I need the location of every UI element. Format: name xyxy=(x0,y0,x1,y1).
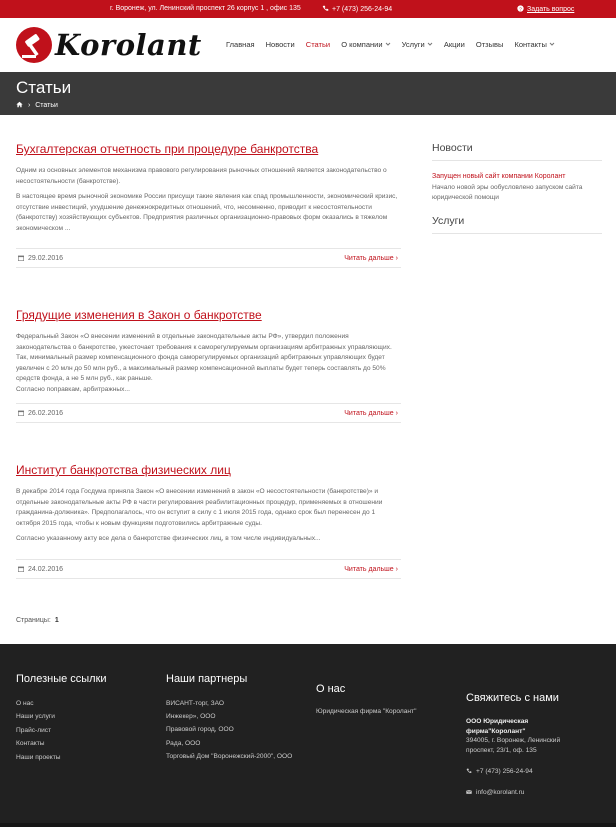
sidebar xyxy=(432,142,602,234)
top-phone xyxy=(322,5,392,13)
chevron-down-icon xyxy=(427,41,433,47)
footer-phone xyxy=(466,768,533,775)
partner-item: Правовой город, ООО xyxy=(166,726,234,734)
article-date xyxy=(18,255,63,262)
gavel-icon xyxy=(16,27,52,63)
footer-link[interactable]: Прайс-лист xyxy=(16,726,52,734)
nav-item-contacts[interactable] xyxy=(514,40,554,49)
nav-item-promotions[interactable]: Акции xyxy=(443,40,465,49)
ask-question-label: Задать вопрос xyxy=(527,6,575,13)
footer-about-text: Юридическая фирма "Королант" xyxy=(316,708,417,715)
footer-email[interactable] xyxy=(466,789,524,796)
article-title[interactable]: Бухгалтерская отчетность при процедуре банкротства xyxy=(16,142,319,156)
article-date-label: 29.02.2016 xyxy=(28,255,64,262)
article-meta xyxy=(16,403,401,423)
article-date-label: 24.02.2016 xyxy=(28,566,64,573)
sidebar-services-heading: Услуги xyxy=(432,215,602,234)
partner-item: Инжекер», ООО xyxy=(166,713,216,721)
nav-item-services[interactable] xyxy=(402,40,433,49)
calendar-icon xyxy=(18,255,24,261)
footer-email-label: info@korolant.ru xyxy=(476,789,525,796)
footer-link[interactable]: Наши услуги xyxy=(16,713,55,721)
envelope-icon xyxy=(466,789,472,795)
footer-about-heading: О нас xyxy=(316,683,346,695)
pagination xyxy=(16,617,59,624)
article-card xyxy=(16,308,401,396)
logo[interactable] xyxy=(16,26,202,64)
home-icon[interactable] xyxy=(16,101,23,108)
question-icon xyxy=(517,5,524,12)
pagination-current[interactable]: 1 xyxy=(54,617,59,624)
chevron-right-icon: › xyxy=(395,255,398,262)
nav-item-contacts-label: Контакты xyxy=(514,40,547,49)
chevron-down-icon xyxy=(549,41,555,47)
nav-item-services-label: Услуги xyxy=(401,40,425,49)
top-phone-label: +7 (473) 256-24-94 xyxy=(332,6,393,13)
partner-item: Рада, ООО xyxy=(166,739,201,747)
article-title[interactable]: Институт банкротства физических лиц xyxy=(16,463,231,477)
article-paragraph: Согласно указанному акту все дела о банкротстве физических лиц, в том числе индивидуальных... xyxy=(16,535,321,543)
article-meta xyxy=(16,248,401,268)
partner-item: ВИСАНТ-торг, ЗАО xyxy=(166,700,225,707)
phone-icon xyxy=(322,5,329,12)
article-paragraph: В декабре 2014 года Госдума приняла Закон «О внесении изменений в закон «О несостоятельности (банкротстве)» и отдельные законодательные акты РФ в части регулирования реабилитационных процедур, применяемых в отношении гражданина-должника». Предполагалось, что он вступит в силу с 1 июля 2015 года, однако срок был перенесен до 1 октября 2015 года, чтобы к новым функциям подготовились арбитражные суды. xyxy=(16,488,383,527)
article-date xyxy=(18,566,63,573)
ask-question-link[interactable] xyxy=(517,5,574,13)
calendar-icon xyxy=(18,410,24,416)
sidebar-news-link[interactable]: Запущен новый сайт компании Королант xyxy=(432,173,566,180)
page-title: Статьи xyxy=(16,78,72,97)
main-nav xyxy=(226,40,564,49)
article-date-label: 26.02.2016 xyxy=(28,410,64,417)
pagination-label: Страницы: xyxy=(16,617,51,624)
footer-partners-heading: Наши партнеры xyxy=(166,673,248,685)
read-more-label: Читать дальше xyxy=(344,410,394,417)
sidebar-news-text: Начало новой эры ообусловлено запуском сайта юридической помощи xyxy=(432,184,583,201)
brand-name: Korolant xyxy=(55,28,202,62)
article-date xyxy=(18,410,63,417)
article-meta xyxy=(16,559,401,579)
top-address: г. Воронеж, ул. Ленинский проспект 26 корпус 1 , офис 135 xyxy=(110,5,301,12)
footer-contact-block xyxy=(466,717,578,755)
chevron-down-icon xyxy=(385,41,391,47)
footer-link[interactable]: Наши проекты xyxy=(16,753,61,761)
article-title[interactable]: Грядущие изменения в Закон о банкротстве xyxy=(16,308,262,322)
calendar-icon xyxy=(18,566,24,572)
page-title-bar xyxy=(0,72,616,115)
site-header xyxy=(0,18,616,72)
top-bar xyxy=(0,0,616,18)
breadcrumb xyxy=(16,101,58,109)
nav-item-home[interactable]: Главная xyxy=(226,40,255,49)
sidebar-news-heading: Новости xyxy=(432,142,602,161)
svg-text:?: ? xyxy=(519,7,522,12)
article-paragraph: Федеральный Закон «О внесении изменений в отдельные законодательные акты РФ», утвердил положения законодательства о банкротстве, ужесточает требования к саморегулируемым организациям арбитражных управляющих. Так, минимальный размер компенсационного фонда саморегулируемых организаций арбитражных управляющих будет увеличен с 20 млн до 50 млн руб., а максимальный размер компенсационной выплаты будет теперь составлять до 50% средств фонда, а не 5 млн руб., как раньше. xyxy=(16,333,392,383)
nav-item-articles[interactable]: Статьи xyxy=(305,40,331,49)
breadcrumb-separator: › xyxy=(27,102,31,109)
footer-bottom-strip xyxy=(0,823,616,827)
footer-phone-label: +7 (473) 256-24-94 xyxy=(476,768,533,775)
read-more-label: Читать дальше xyxy=(344,566,394,573)
article-card xyxy=(16,463,401,545)
read-more-link[interactable] xyxy=(344,410,398,417)
read-more-link[interactable] xyxy=(344,255,398,262)
footer-company: ООО Юридическая фирма"Королант" xyxy=(466,718,529,735)
article-paragraph: Согласно поправкам, арбитражных... xyxy=(16,385,130,393)
footer-address: 394005, г. Воронеж, Ленинский проспект, 23/1, оф. 135 xyxy=(466,737,561,754)
chevron-right-icon: › xyxy=(395,410,398,417)
footer-links-list xyxy=(16,697,61,764)
nav-item-about[interactable] xyxy=(341,40,390,49)
read-more-label: Читать дальше xyxy=(344,255,394,262)
phone-icon xyxy=(466,768,472,774)
footer-contact-heading: Свяжитесь с нами xyxy=(466,692,559,704)
site-footer xyxy=(0,644,616,827)
article-paragraph: Одним из основных элементов механизма правового регулирования рыночных отношений является законодательство о несостоятельности (банкротстве). xyxy=(16,167,387,185)
footer-link[interactable]: Контакты xyxy=(16,740,45,748)
article-paragraph: В настоящее время рыночной экономике России присущи такие явления как спад промышленности, экономический кризис, отсутствие инвестиций, ухудшение денежнокредитных отношений, что, несомненно, приводит к несостоятельности (банкротству) хозяйствующих субъектов. Предприятия различных организационно-правовых форм оказались в тяжелом экономическом ... xyxy=(16,193,398,232)
footer-link[interactable]: О нас xyxy=(16,700,34,707)
footer-links-heading: Полезные ссылки xyxy=(16,673,107,685)
nav-item-news[interactable]: Новости xyxy=(265,40,295,49)
footer-partners-list xyxy=(166,697,296,762)
nav-item-reviews[interactable]: Отзывы xyxy=(475,40,504,49)
article-card xyxy=(16,142,401,235)
chevron-right-icon: › xyxy=(395,566,398,573)
read-more-link[interactable] xyxy=(344,566,398,573)
partner-item: Торговый Дом "Воронежский-2000", ООО xyxy=(166,752,293,760)
breadcrumb-current: Статьи xyxy=(35,102,58,109)
nav-item-about-label: О компании xyxy=(341,40,383,49)
